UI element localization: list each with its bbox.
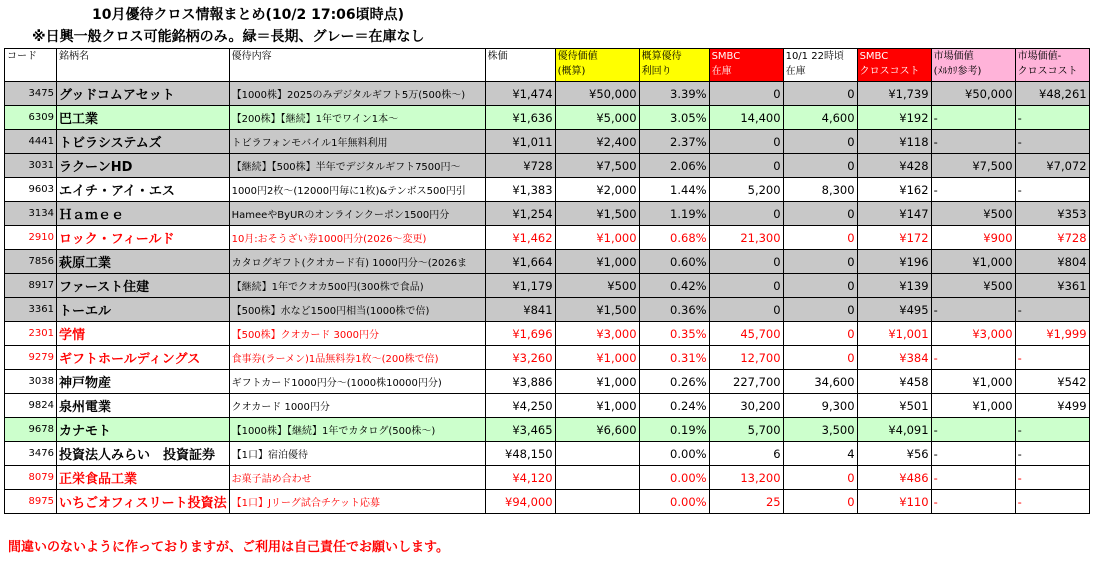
benefit-cell[interactable]: 【500株】水など1500円相当(1000株で倍) [229, 298, 485, 322]
price-cell[interactable]: ¥1,383 [485, 178, 555, 202]
name-cell[interactable]: Ｈａｍｅｅ [57, 202, 230, 226]
code-cell[interactable]: 7856 [5, 250, 57, 274]
smbc-stock-cell[interactable]: 0 [709, 298, 783, 322]
market-value-cell[interactable]: ¥1,000 [931, 370, 1015, 394]
smbc-cost-cell[interactable]: ¥56 [857, 442, 931, 466]
price-cell[interactable]: ¥1,696 [485, 322, 555, 346]
price-cell[interactable]: ¥1,011 [485, 130, 555, 154]
benefit-value-cell[interactable] [555, 490, 639, 514]
market-value-cell[interactable]: ¥1,000 [931, 250, 1015, 274]
benefit-cell[interactable]: 【1口】Jリーグ試合チケット応募 [229, 490, 485, 514]
code-cell[interactable]: 9824 [5, 394, 57, 418]
smbc-stock-cell[interactable]: 0 [709, 250, 783, 274]
name-cell[interactable]: 巴工業 [57, 106, 230, 130]
benefit-cell[interactable]: 食事券(ラーメン)1品無料券1枚～(200株で倍) [229, 346, 485, 370]
table-row[interactable] [5, 442, 1090, 466]
header-yield[interactable]: 概算優待 利回り [639, 49, 709, 82]
market-value-cell[interactable]: ¥50,000 [931, 82, 1015, 106]
name-cell[interactable]: エイチ・アイ・エス [57, 178, 230, 202]
diff-cell[interactable]: ¥728 [1015, 226, 1089, 250]
smbc-cost-cell[interactable]: ¥4,091 [857, 418, 931, 442]
stock-1022-cell[interactable]: 0 [783, 250, 857, 274]
name-cell[interactable]: 学情 [57, 322, 230, 346]
name-cell[interactable]: 泉州電業 [57, 394, 230, 418]
page-title: 10月優待クロス情報まとめ(10/2 17:06頃時点) [92, 7, 405, 23]
name-cell[interactable]: ギフトホールディングス [57, 346, 230, 370]
smbc-stock-cell[interactable]: 0 [709, 154, 783, 178]
market-value-cell[interactable]: ¥500 [931, 202, 1015, 226]
name-cell[interactable]: ラクーンHD [57, 154, 230, 178]
table-row[interactable] [5, 274, 1090, 298]
diff-cell[interactable]: ¥48,261 [1015, 82, 1089, 106]
market-value-cell[interactable]: ¥3,000 [931, 322, 1015, 346]
header-price[interactable]: 株価 [485, 49, 555, 82]
smbc-stock-cell[interactable]: 6 [709, 442, 783, 466]
yield-cell[interactable]: 3.39% [639, 82, 709, 106]
market-value-cell[interactable]: ¥7,500 [931, 154, 1015, 178]
benefit-cell[interactable]: お菓子詰め合わせ [229, 466, 485, 490]
diff-cell[interactable]: - [1015, 106, 1089, 130]
smbc-stock-cell[interactable]: 13,200 [709, 466, 783, 490]
price-cell[interactable]: ¥728 [485, 154, 555, 178]
table-row[interactable] [5, 250, 1090, 274]
yield-cell[interactable]: 0.68% [639, 226, 709, 250]
smbc-stock-cell[interactable]: 45,700 [709, 322, 783, 346]
stock-1022-cell[interactable]: 0 [783, 226, 857, 250]
yield-cell[interactable]: 0.19% [639, 418, 709, 442]
smbc-stock-cell[interactable]: 21,300 [709, 226, 783, 250]
stock-1022-cell[interactable]: 0 [783, 322, 857, 346]
yield-cell[interactable]: 0.24% [639, 394, 709, 418]
diff-cell[interactable]: ¥361 [1015, 274, 1089, 298]
smbc-stock-cell[interactable]: 0 [709, 130, 783, 154]
stock-1022-cell[interactable]: 0 [783, 154, 857, 178]
code-cell[interactable]: 3361 [5, 298, 57, 322]
table-row[interactable] [5, 298, 1090, 322]
table-row[interactable] [5, 226, 1090, 250]
stock-1022-cell[interactable]: 0 [783, 274, 857, 298]
table-row[interactable] [5, 178, 1090, 202]
code-cell[interactable]: 8917 [5, 274, 57, 298]
benefit-value-cell[interactable]: ¥50,000 [555, 82, 639, 106]
price-cell[interactable]: ¥4,120 [485, 466, 555, 490]
benefit-value-cell[interactable]: ¥1,000 [555, 250, 639, 274]
table-row[interactable] [5, 202, 1090, 226]
stock-1022-cell[interactable]: 9,300 [783, 394, 857, 418]
cross-info-table [4, 48, 1090, 514]
stock-1022-cell[interactable]: 0 [783, 298, 857, 322]
smbc-stock-cell[interactable]: 0 [709, 274, 783, 298]
benefit-cell[interactable]: 【1000株】【継続】1年でカタログ(500株～) [229, 418, 485, 442]
yield-cell[interactable]: 0.26% [639, 370, 709, 394]
benefit-cell[interactable]: 【500株】クオカード 3000円分 [229, 322, 485, 346]
yield-cell[interactable]: 0.31% [639, 346, 709, 370]
name-cell[interactable]: ファースト住建 [57, 274, 230, 298]
benefit-cell[interactable]: HameeやByURのオンラインクーポン1500円分 [229, 202, 485, 226]
yield-cell[interactable]: 0.00% [639, 442, 709, 466]
yield-cell[interactable]: 1.19% [639, 202, 709, 226]
name-cell[interactable]: いちごオフィスリート投資法 [57, 490, 230, 514]
price-cell[interactable]: ¥1,179 [485, 274, 555, 298]
benefit-value-cell[interactable]: ¥5,000 [555, 106, 639, 130]
market-value-cell[interactable]: - [931, 490, 1015, 514]
benefit-value-cell[interactable]: ¥1,000 [555, 346, 639, 370]
name-cell[interactable]: トーエル [57, 298, 230, 322]
yield-cell[interactable]: 0.36% [639, 298, 709, 322]
benefit-value-cell[interactable] [555, 466, 639, 490]
name-cell[interactable]: グッドコムアセット [57, 82, 230, 106]
name-cell[interactable]: 萩原工業 [57, 250, 230, 274]
diff-cell[interactable]: ¥353 [1015, 202, 1089, 226]
benefit-value-cell[interactable]: ¥1,000 [555, 226, 639, 250]
code-cell[interactable]: 9678 [5, 418, 57, 442]
yield-cell[interactable]: 2.06% [639, 154, 709, 178]
diff-cell[interactable]: - [1015, 130, 1089, 154]
yield-cell[interactable]: 0.60% [639, 250, 709, 274]
benefit-value-cell[interactable]: ¥1,000 [555, 394, 639, 418]
smbc-cost-cell[interactable]: ¥147 [857, 202, 931, 226]
smbc-stock-cell[interactable]: 0 [709, 202, 783, 226]
header-smbc-stock[interactable]: SMBC 在庫 [709, 49, 783, 82]
table-row[interactable] [5, 82, 1090, 106]
stock-1022-cell[interactable]: 8,300 [783, 178, 857, 202]
header-benefit[interactable]: 優待内容 [229, 49, 485, 82]
code-cell[interactable]: 9279 [5, 346, 57, 370]
yield-cell[interactable]: 0.35% [639, 322, 709, 346]
table-row[interactable] [5, 418, 1090, 442]
stock-1022-cell[interactable]: 0 [783, 202, 857, 226]
benefit-value-cell[interactable]: ¥500 [555, 274, 639, 298]
market-value-cell[interactable]: ¥1,000 [931, 394, 1015, 418]
yield-cell[interactable]: 1.44% [639, 178, 709, 202]
diff-cell[interactable]: - [1015, 346, 1089, 370]
smbc-stock-cell[interactable]: 25 [709, 490, 783, 514]
benefit-value-cell[interactable]: ¥1,500 [555, 298, 639, 322]
benefit-cell[interactable]: ギフトカード1000円分～(1000株10000円分) [229, 370, 485, 394]
price-cell[interactable]: ¥1,462 [485, 226, 555, 250]
disclaimer: 間違いのないように作っておりますが、ご利用は自己責任でお願いします。 [8, 540, 449, 555]
market-value-cell[interactable]: - [931, 418, 1015, 442]
yield-cell[interactable]: 0.00% [639, 490, 709, 514]
market-value-cell[interactable]: - [931, 130, 1015, 154]
benefit-value-cell[interactable]: ¥6,600 [555, 418, 639, 442]
smbc-cost-cell[interactable]: ¥139 [857, 274, 931, 298]
smbc-cost-cell[interactable]: ¥172 [857, 226, 931, 250]
price-cell[interactable]: ¥4,250 [485, 394, 555, 418]
benefit-cell[interactable]: 【1000株】2025のみデジタルギフト5万(500株～) [229, 82, 485, 106]
code-cell[interactable]: 9603 [5, 178, 57, 202]
code-cell[interactable]: 8975 [5, 490, 57, 514]
smbc-stock-cell[interactable]: 5,700 [709, 418, 783, 442]
name-cell[interactable]: ロック・フィールド [57, 226, 230, 250]
smbc-cost-cell[interactable]: ¥118 [857, 130, 931, 154]
smbc-cost-cell[interactable]: ¥495 [857, 298, 931, 322]
smbc-stock-cell[interactable]: 227,700 [709, 370, 783, 394]
table-row[interactable] [5, 394, 1090, 418]
diff-cell[interactable]: ¥7,072 [1015, 154, 1089, 178]
header-diff[interactable]: 市場価値- クロスコスト [1015, 49, 1089, 82]
diff-cell[interactable]: - [1015, 178, 1089, 202]
name-cell[interactable]: 正栄食品工業 [57, 466, 230, 490]
price-cell[interactable]: ¥3,886 [485, 370, 555, 394]
benefit-value-cell[interactable]: ¥3,000 [555, 322, 639, 346]
stock-1022-cell[interactable]: 0 [783, 466, 857, 490]
header-name[interactable]: 銘柄名 [57, 49, 230, 82]
smbc-stock-cell[interactable]: 30,200 [709, 394, 783, 418]
benefit-cell[interactable]: 1000円2枚～(12000円毎に1枚)&テンボス500円引 [229, 178, 485, 202]
benefit-cell[interactable]: 【継続】【500株】半年でデジタルギフト7500円～ [229, 154, 485, 178]
name-cell[interactable]: 投資法人みらい 投資証券 [57, 442, 230, 466]
header-stock-1022[interactable]: 10/1 22時頃 在庫 [783, 49, 857, 82]
smbc-cost-cell[interactable]: ¥196 [857, 250, 931, 274]
code-cell[interactable]: 3038 [5, 370, 57, 394]
diff-cell[interactable]: ¥542 [1015, 370, 1089, 394]
diff-cell[interactable]: - [1015, 298, 1089, 322]
table-row[interactable] [5, 130, 1090, 154]
price-cell[interactable]: ¥3,260 [485, 346, 555, 370]
market-value-cell[interactable]: - [931, 178, 1015, 202]
table-row[interactable] [5, 466, 1090, 490]
header-code[interactable]: コード [5, 49, 57, 82]
table-row[interactable] [5, 490, 1090, 514]
table-row[interactable] [5, 106, 1090, 130]
price-cell[interactable]: ¥1,664 [485, 250, 555, 274]
table-row[interactable] [5, 322, 1090, 346]
stock-1022-cell[interactable]: 4,600 [783, 106, 857, 130]
table-row[interactable] [5, 370, 1090, 394]
smbc-cost-cell[interactable]: ¥501 [857, 394, 931, 418]
smbc-cost-cell[interactable]: ¥162 [857, 178, 931, 202]
code-cell[interactable]: 4441 [5, 130, 57, 154]
market-value-cell[interactable]: - [931, 442, 1015, 466]
price-cell[interactable]: ¥1,474 [485, 82, 555, 106]
smbc-stock-cell[interactable]: 0 [709, 82, 783, 106]
benefit-cell[interactable]: トビラフォンモバイル1年無料利用 [229, 130, 485, 154]
benefit-cell[interactable]: カタログギフト(クオカード有) 1000円分～(2026ま [229, 250, 485, 274]
stock-1022-cell[interactable]: 34,600 [783, 370, 857, 394]
stock-1022-cell[interactable]: 4 [783, 442, 857, 466]
yield-cell[interactable]: 0.00% [639, 466, 709, 490]
smbc-stock-cell[interactable]: 5,200 [709, 178, 783, 202]
price-cell[interactable]: ¥3,465 [485, 418, 555, 442]
benefit-cell[interactable]: 10月:おそうざい券1000円分(2026～変更) [229, 226, 485, 250]
benefit-value-cell[interactable]: ¥2,400 [555, 130, 639, 154]
name-cell[interactable]: カナモト [57, 418, 230, 442]
diff-cell[interactable]: - [1015, 442, 1089, 466]
benefit-value-cell[interactable]: ¥1,500 [555, 202, 639, 226]
code-cell[interactable]: 8079 [5, 466, 57, 490]
page-subtitle: ※日興一般クロス可能銘柄のみ。緑＝長期、グレー＝在庫なし [32, 29, 425, 45]
smbc-cost-cell[interactable]: ¥1,001 [857, 322, 931, 346]
code-cell[interactable]: 3134 [5, 202, 57, 226]
smbc-stock-cell[interactable]: 14,400 [709, 106, 783, 130]
name-cell[interactable]: 神戸物産 [57, 370, 230, 394]
smbc-cost-cell[interactable]: ¥110 [857, 490, 931, 514]
header-benefit-value[interactable]: 優待価値 (概算) [555, 49, 639, 82]
price-cell[interactable]: ¥94,000 [485, 490, 555, 514]
diff-cell[interactable]: ¥1,999 [1015, 322, 1089, 346]
benefit-cell[interactable]: 【200株】【継続】1年でワイン1本～ [229, 106, 485, 130]
diff-cell[interactable]: - [1015, 466, 1089, 490]
smbc-cost-cell[interactable]: ¥428 [857, 154, 931, 178]
diff-cell[interactable]: - [1015, 490, 1089, 514]
smbc-cost-cell[interactable]: ¥192 [857, 106, 931, 130]
price-cell[interactable]: ¥1,636 [485, 106, 555, 130]
price-cell[interactable]: ¥48,150 [485, 442, 555, 466]
name-cell[interactable]: トビラシステムズ [57, 130, 230, 154]
diff-cell[interactable]: - [1015, 418, 1089, 442]
table-row[interactable] [5, 346, 1090, 370]
stock-1022-cell[interactable]: 0 [783, 490, 857, 514]
market-value-cell[interactable]: ¥500 [931, 274, 1015, 298]
diff-cell[interactable]: ¥804 [1015, 250, 1089, 274]
code-cell[interactable]: 3031 [5, 154, 57, 178]
table-row[interactable] [5, 154, 1090, 178]
code-cell[interactable]: 6309 [5, 106, 57, 130]
code-cell[interactable]: 2910 [5, 226, 57, 250]
market-value-cell[interactable]: - [931, 298, 1015, 322]
header-smbc-cost[interactable]: SMBC クロスコスト [857, 49, 931, 82]
benefit-value-cell[interactable]: ¥2,000 [555, 178, 639, 202]
benefit-value-cell[interactable] [555, 442, 639, 466]
smbc-cost-cell[interactable]: ¥1,739 [857, 82, 931, 106]
stock-1022-cell[interactable]: 3,500 [783, 418, 857, 442]
stock-1022-cell[interactable]: 0 [783, 130, 857, 154]
benefit-cell[interactable]: 【1口】宿泊優待 [229, 442, 485, 466]
header-row [5, 49, 1090, 82]
smbc-cost-cell[interactable]: ¥458 [857, 370, 931, 394]
price-cell[interactable]: ¥841 [485, 298, 555, 322]
yield-cell[interactable]: 3.05% [639, 106, 709, 130]
code-cell[interactable]: 3475 [5, 82, 57, 106]
code-cell[interactable]: 3476 [5, 442, 57, 466]
diff-cell[interactable]: ¥499 [1015, 394, 1089, 418]
smbc-stock-cell[interactable]: 12,700 [709, 346, 783, 370]
market-value-cell[interactable]: - [931, 106, 1015, 130]
header-market-value[interactable]: 市場価値 (ﾒﾙｶﾘ参考) [931, 49, 1015, 82]
price-cell[interactable]: ¥1,254 [485, 202, 555, 226]
code-cell[interactable]: 2301 [5, 322, 57, 346]
benefit-value-cell[interactable]: ¥1,000 [555, 370, 639, 394]
market-value-cell[interactable]: ¥900 [931, 226, 1015, 250]
smbc-cost-cell[interactable]: ¥384 [857, 346, 931, 370]
benefit-cell[interactable]: クオカード 1000円分 [229, 394, 485, 418]
yield-cell[interactable]: 0.42% [639, 274, 709, 298]
stock-1022-cell[interactable]: 0 [783, 346, 857, 370]
benefit-cell[interactable]: 【継続】1年でクオカ500円(300株で食品) [229, 274, 485, 298]
benefit-value-cell[interactable]: ¥7,500 [555, 154, 639, 178]
market-value-cell[interactable]: - [931, 346, 1015, 370]
smbc-cost-cell[interactable]: ¥486 [857, 466, 931, 490]
stock-1022-cell[interactable]: 0 [783, 82, 857, 106]
yield-cell[interactable]: 2.37% [639, 130, 709, 154]
market-value-cell[interactable]: - [931, 466, 1015, 490]
